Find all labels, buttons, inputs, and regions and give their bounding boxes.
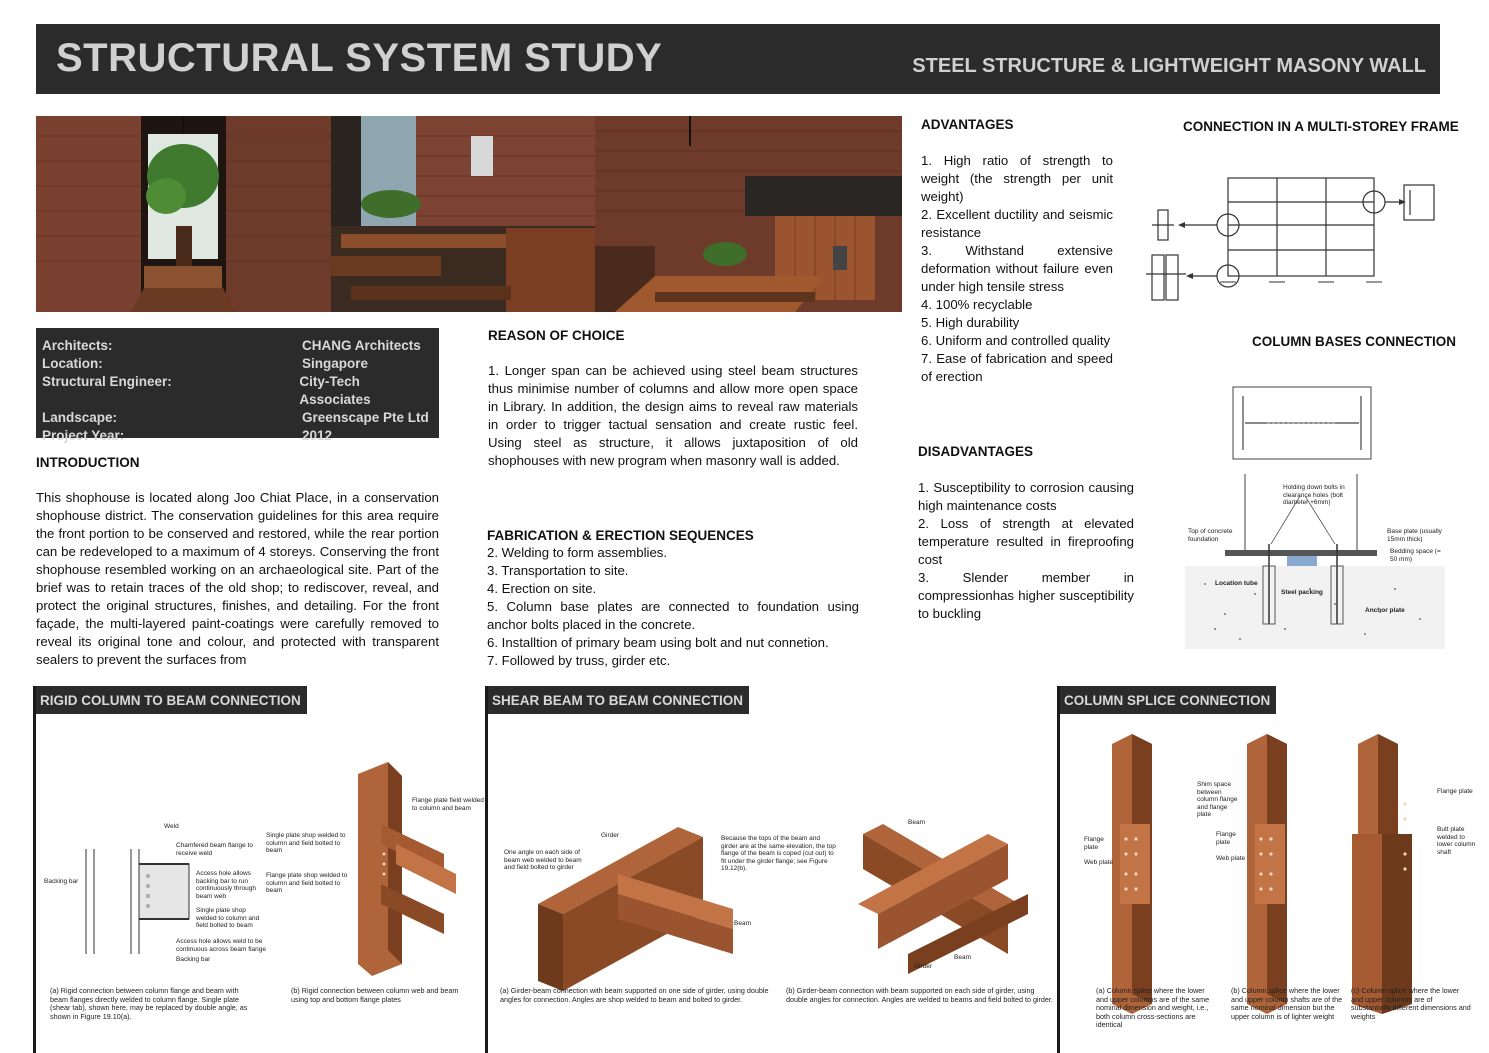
- photo-dining: [331, 116, 595, 312]
- list-item: 6. Installtion of primary beam using bolt and nut connetion.: [487, 635, 829, 650]
- list-item: 6. Uniform and controlled quality: [921, 333, 1111, 348]
- flange-plate-2-label: Flange plate: [1216, 831, 1236, 846]
- web-plate-2-label: Web plate: [1216, 855, 1246, 862]
- one-angle-label: One angle on each side of beam web welded to beam and field bolted to girder: [504, 849, 582, 871]
- info-row: [42, 409, 433, 427]
- list-item: 4. Erection on site.: [487, 581, 597, 596]
- base-plate-label: Base plate (usually 15mm thick): [1387, 528, 1442, 543]
- disadvantages-list: [918, 479, 1134, 623]
- flange-field-label: Flange plate field welded to column and beam: [412, 797, 484, 812]
- list-item: 2. Welding to form assemblies.: [487, 545, 668, 560]
- info-value: CHANG Architects: [302, 338, 421, 353]
- list-item: 5. Column base plates are connected to foundation using anchor bolts placed in the concrete.: [487, 599, 859, 632]
- bolts-label: Holding down bolts in clearance holes (bolt diameter +6mm): [1283, 484, 1345, 506]
- shear-panel-tab: SHEAR BEAM TO BEAM CONNECTION: [488, 686, 749, 714]
- girder-2-label: Girder: [914, 963, 933, 970]
- photo-corridor: [36, 116, 331, 312]
- frame-heading: CONNECTION IN A MULTI-STOREY FRAME: [1183, 119, 1459, 134]
- splice-caption-c: (c) Column splice where the lower and upper columns are of substantially different dimensions and weights: [1351, 986, 1471, 1021]
- list-item: 4. 100% recyclable: [921, 297, 1033, 312]
- advantages-list: [921, 152, 1113, 386]
- chamfer-label: Chamfered beam flange to receive weld: [176, 842, 253, 857]
- info-row: [42, 355, 433, 373]
- info-key: Project Year:: [42, 428, 125, 443]
- info-key: Architects:: [42, 338, 113, 353]
- multi-storey-frame-diagram: [1140, 170, 1440, 315]
- rigid-panel-tab: RIGID COLUMN TO BEAM CONNECTION: [36, 686, 307, 714]
- beam-2-label: Beam: [908, 819, 925, 826]
- shear-caption-b: (b) Girder-beam connection with beam supported on each side of girder, using double angles for connection. Angles are welded to beams and field bolted to girder.: [786, 986, 1053, 1004]
- splice-caption-b: (b) Column splice where the lower and upper column shafts are of the same nominal dimension but the upper column is of lighter weight: [1231, 986, 1343, 1021]
- list-item: 7. Followed by truss, girder etc.: [487, 653, 671, 668]
- backing-bar-label: Backing bar: [44, 878, 79, 885]
- disadvantages-heading: DISADVANTAGES: [918, 444, 1034, 459]
- shear-connection-panel: [485, 686, 1055, 1053]
- info-row: [42, 427, 433, 445]
- backing-bar-2-label: Backing bar: [176, 956, 211, 963]
- column-base-diagram: [1185, 384, 1445, 649]
- info-row: [42, 373, 433, 409]
- rigid-caption-b: (b) Rigid connection between column web and beam using top and bottom flange plates: [291, 986, 459, 1004]
- beam-3-label: Beam: [954, 954, 971, 961]
- butt-plate-label: Butt plate welded to lower column shaft: [1437, 826, 1476, 856]
- single-plate-label: Single plate shop welded to column and field bolted to beam: [196, 907, 260, 929]
- beam-label: Beam: [734, 920, 751, 927]
- splice-caption-a: (a) Column splice where the lower and upper columns are of the same nominal dimension and weight, i.e., both column cross-sections are identical: [1096, 986, 1210, 1029]
- info-value: Greenscape Pte Ltd: [302, 410, 429, 425]
- reason-heading: REASON OF CHOICE: [488, 328, 625, 343]
- fabrication-list: [487, 544, 859, 670]
- info-value: Singapore: [302, 356, 369, 371]
- list-item: 1. Susceptibility to corrosion causing high maintenance costs: [918, 480, 1134, 513]
- splice-panel-tab: COLUMN SPLICE CONNECTION: [1060, 686, 1276, 714]
- access-hole-2-label: Access hole allows weld to be continuous across beam flange: [176, 938, 266, 953]
- info-key: Location:: [42, 356, 103, 371]
- fabrication-heading: FABRICATION & ERECTION SEQUENCES: [487, 528, 754, 543]
- reason-text: 1. Longer span can be achieved using steel beam structures thus minimise number of columns and allow more open space in Library. In addition, the design aims to reveal raw materials in order to trigger tactual sensation and create rustic feel. Using steel as structure, it allows juxtaposition of old shophouses with new program when masonry wall is added.: [488, 363, 858, 468]
- page-subtitle: STEEL STRUCTURE & LIGHTWEIGHT MASONY WALL: [912, 55, 1426, 77]
- list-item: 1. High ratio of strength to weight (the strength per unit weight): [921, 153, 1113, 204]
- list-item: 2. Excellent ductility and seismic resistance: [921, 207, 1113, 240]
- flange-plate-label: Flange plate: [1084, 836, 1104, 851]
- splice-connection-panel: [1057, 686, 1489, 1053]
- shim-label: Shim space between column flange and flange plate: [1197, 781, 1238, 818]
- single-plate-2-label: Single plate shop welded to column and field bolted to beam: [266, 832, 346, 854]
- project-info-box: [36, 328, 439, 443]
- advantages-heading: ADVANTAGES: [921, 117, 1014, 132]
- info-key: Structural Engineer:: [42, 374, 172, 389]
- list-item: 2. Loss of strength at elevated temperature resulted in fireproofing cost: [918, 516, 1134, 567]
- list-item: 3. Withstand extensive deformation without failure even under high tensile stress: [921, 243, 1113, 294]
- info-value: 2012: [302, 428, 333, 443]
- list-item: 3. Slender member in compressionhas higher susceptibility to buckling: [918, 570, 1134, 621]
- location-tube-label: Location tube: [1215, 580, 1258, 587]
- flange-plate-3-label: Flange plate: [1437, 788, 1473, 795]
- info-value: City-Tech Associates: [299, 374, 371, 407]
- introduction-heading: INTRODUCTION: [36, 455, 140, 470]
- info-key: Landscape:: [42, 410, 118, 425]
- photo-kitchen: [595, 116, 902, 312]
- anchor-plate-label: Anchor plate: [1365, 607, 1405, 614]
- rigid-connection-panel: [33, 686, 484, 1053]
- bedding-label: Bedding space (= 50 mm): [1390, 548, 1441, 563]
- info-row: [42, 337, 433, 355]
- web-plate-label: Web plate: [1084, 859, 1114, 866]
- flange-shop-label: Flange plate shop welded to column and field bolted to beam: [266, 872, 348, 894]
- steel-packing-label: Steel packing: [1281, 589, 1323, 596]
- weld-label: Weld: [164, 823, 179, 830]
- access-hole-label: Access hole allows backing bar to run continuously through beam web: [196, 870, 256, 900]
- list-item: 3. Transportation to site.: [487, 563, 629, 578]
- introduction-text: This shophouse is located along Joo Chiat Place, in a conservation shophouse district. The conservation guidelines for this area require the front portion to be conserved and restored, while the rear portion can be redeveloped to a maximum of 4 storeys. Conserving the front shophouse resembled working on an archaeological site. Part of the brief was to retain traces of the old shop; to rediscover, reveal, and protect the original structures, finishes, and detailing. For the front façade, the multi-layered paint-coatings were carefully removed to reveal its original tone and colour, and protected with transparent sealers to prevent the surfaces from: [36, 490, 439, 667]
- because-label: Because the tops of the beam and girder are at the same elevation, the top flange of the beam is coped (cut out) to fit under the girder flange; see Figure 19.12(b).: [721, 835, 836, 872]
- page-title: STRUCTURAL SYSTEM STUDY: [56, 36, 663, 80]
- list-item: 7. Ease of fabrication and speed of erection: [921, 351, 1113, 384]
- shear-caption-a: (a) Girder-beam connection with beam supported on one side of girder, using double angles for connection. Angles are shop welded to beam and bolted to girder.: [500, 986, 769, 1004]
- top-of-concrete-label: Top of concrete foundation: [1188, 528, 1233, 543]
- rigid-caption-a: (a) Rigid connection between column flange and beam with beam flanges directly welded to column flange. Single plate (shear tab), shown here, may be replaced by double angle, as shown in Figure 19.10(a).: [50, 986, 248, 1021]
- list-item: 5. High durability: [921, 315, 1020, 330]
- girder-label: Girder: [601, 832, 620, 839]
- bases-heading: COLUMN BASES CONNECTION: [1252, 334, 1457, 349]
- header-bar: [36, 24, 1440, 94]
